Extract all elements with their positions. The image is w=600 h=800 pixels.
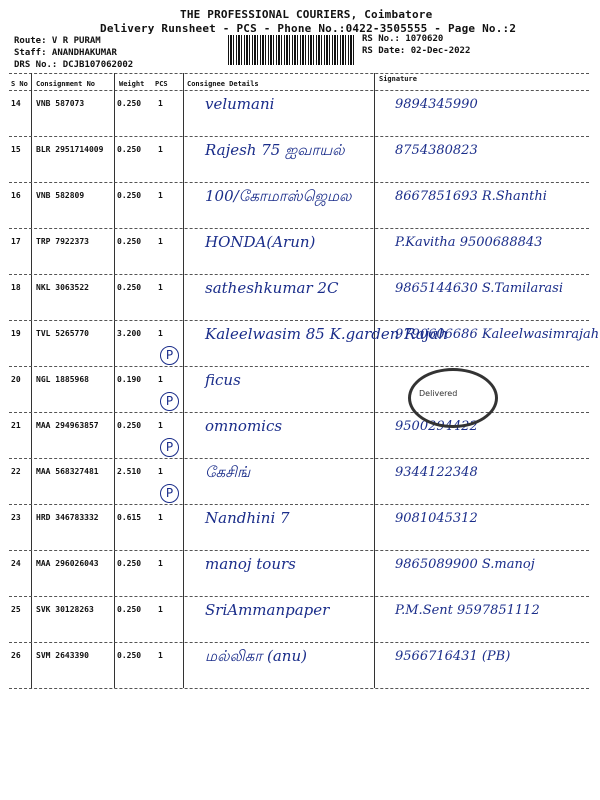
row-signature: 9566716431 (PB) — [395, 649, 511, 664]
table-top-line — [9, 73, 589, 74]
row-pcs: 1 — [158, 329, 163, 338]
row-signature: 9865089900 S.manoj — [395, 557, 535, 572]
row-consignee: velumani — [205, 95, 275, 113]
row-sno: 15 — [11, 145, 21, 154]
row-sno: 22 — [11, 467, 21, 476]
payment-mark-icon: P — [160, 484, 179, 503]
col-header-weight: Weight — [119, 80, 145, 88]
row-consignment: TVL 5265770 — [36, 329, 89, 338]
row-signature: 9500294422 — [395, 419, 478, 434]
row-pcs: 1 — [158, 145, 163, 154]
row-divider — [9, 366, 589, 367]
row-consignee: SriAmmanpaper — [205, 601, 330, 619]
row-divider — [9, 182, 589, 183]
row-consignee: ficus — [205, 371, 241, 389]
drs-number: DRS No.: DCJB107062002 — [14, 60, 134, 70]
row-consignee: HONDA(Arun) — [205, 233, 316, 251]
payment-mark-icon: P — [160, 392, 179, 411]
row-weight: 0.250 — [117, 421, 142, 430]
row-signature: 9081045312 — [395, 511, 478, 526]
delivery-stamp: Delivered — [408, 368, 498, 428]
col-header-pcs: PCS — [155, 80, 168, 88]
payment-mark-icon: P — [160, 438, 179, 457]
row-divider — [9, 642, 589, 643]
row-consignment: SVM 2643390 — [36, 651, 89, 660]
row-consignment: NKL 3063522 — [36, 283, 89, 292]
rs-number: RS No.: 1070620 — [362, 34, 444, 44]
row-consignee: Nandhini 7 — [205, 509, 290, 527]
row-divider — [9, 550, 589, 551]
row-weight: 0.250 — [117, 191, 142, 200]
row-pcs: 1 — [158, 605, 163, 614]
row-divider — [9, 596, 589, 597]
row-pcs: 1 — [158, 421, 163, 430]
runsheet-subtitle: Delivery Runsheet - PCS - Phone No.:0422-3505555 - Page No.:2 — [100, 22, 517, 35]
row-divider — [9, 412, 589, 413]
row-consignment: MAA 294963857 — [36, 421, 99, 430]
row-signature: 9344122348 — [395, 465, 478, 480]
row-consignment: VNB 582809 — [36, 191, 85, 200]
row-consignment: SVK 30128263 — [36, 605, 94, 614]
row-pcs: 1 — [158, 99, 163, 108]
row-consignment: BLR 2951714009 — [36, 145, 104, 154]
rs-date: RS Date: 02-Dec-2022 — [362, 46, 471, 56]
barcode-icon — [228, 35, 356, 65]
row-weight: 0.250 — [117, 237, 142, 246]
row-sno: 23 — [11, 513, 21, 522]
staff-label: Staff: ANANDHAKUMAR — [14, 48, 117, 58]
row-divider — [9, 504, 589, 505]
row-pcs: 1 — [158, 375, 163, 384]
col-header-consignment: Consignment No — [36, 80, 96, 88]
row-signature: 8667851693 R.Shanthi — [395, 189, 547, 204]
row-weight: 0.250 — [117, 651, 142, 660]
row-consignment: NGL 1885968 — [36, 375, 89, 384]
row-signature: 9894345990 — [395, 97, 478, 112]
row-weight: 0.250 — [117, 559, 142, 568]
row-consignee: manoj tours — [205, 555, 296, 573]
row-divider — [9, 274, 589, 275]
row-consignee: satheshkumar 2C — [205, 279, 339, 297]
row-signature: P.Kavitha 9500688843 — [395, 235, 543, 250]
row-pcs: 1 — [158, 283, 163, 292]
row-consignee: Kaleelwasim 85 K.garden Rajah — [205, 325, 449, 343]
row-consignment: VNB 587073 — [36, 99, 85, 108]
row-signature: 8754380823 — [395, 143, 478, 158]
row-sno: 24 — [11, 559, 21, 568]
col-header-sno: S No — [11, 80, 28, 88]
row-pcs: 1 — [158, 513, 163, 522]
row-weight: 3.200 — [117, 329, 142, 338]
row-sno: 16 — [11, 191, 21, 200]
row-sno: 25 — [11, 605, 21, 614]
row-pcs: 1 — [158, 559, 163, 568]
row-sno: 21 — [11, 421, 21, 430]
row-signature: P.M.Sent 9597851112 — [395, 603, 540, 618]
row-sno: 18 — [11, 283, 21, 292]
row-consignment: HRD 346783332 — [36, 513, 99, 522]
row-sno: 14 — [11, 99, 21, 108]
row-consignee: 100/கோமாஸ்ஜெமல — [205, 187, 352, 205]
row-signature: 9790606686 Kaleelwasimrajah — [395, 327, 600, 342]
row-consignee: omnomics — [205, 417, 283, 435]
row-divider — [9, 228, 589, 229]
row-signature: 9865144630 S.Tamilarasi — [395, 281, 564, 296]
row-divider — [9, 458, 589, 459]
row-consignee: மல்லிகா (anu) — [205, 647, 307, 665]
row-sno: 19 — [11, 329, 21, 338]
row-pcs: 1 — [158, 467, 163, 476]
row-sno: 17 — [11, 237, 21, 246]
row-divider — [9, 136, 589, 137]
payment-mark-icon: P — [160, 346, 179, 365]
row-consignee: கேசிங் — [205, 463, 251, 481]
row-weight: 0.190 — [117, 375, 142, 384]
row-consignment: MAA 296026043 — [36, 559, 99, 568]
row-weight: 0.250 — [117, 605, 142, 614]
row-weight: 0.250 — [117, 99, 142, 108]
row-divider — [9, 688, 589, 689]
route-label: Route: V R PURAM — [14, 36, 101, 46]
row-weight: 0.615 — [117, 513, 142, 522]
row-consignment: TRP 7922373 — [36, 237, 89, 246]
row-pcs: 1 — [158, 237, 163, 246]
row-weight: 0.250 — [117, 145, 142, 154]
table-header-line — [9, 90, 589, 91]
row-sno: 26 — [11, 651, 21, 660]
row-sno: 20 — [11, 375, 21, 384]
row-divider — [9, 320, 589, 321]
row-pcs: 1 — [158, 651, 163, 660]
col-header-consignee: Consignee Details — [187, 80, 259, 88]
runsheet-title: THE PROFESSIONAL COURIERS, Coimbatore — [180, 8, 433, 21]
row-weight: 0.250 — [117, 283, 142, 292]
row-weight: 2.510 — [117, 467, 142, 476]
row-consignment: MAA 568327481 — [36, 467, 99, 476]
col-header-signature: Signature — [379, 75, 417, 83]
row-consignee: Rajesh 75 ஐவாயல் — [205, 141, 345, 159]
row-pcs: 1 — [158, 191, 163, 200]
